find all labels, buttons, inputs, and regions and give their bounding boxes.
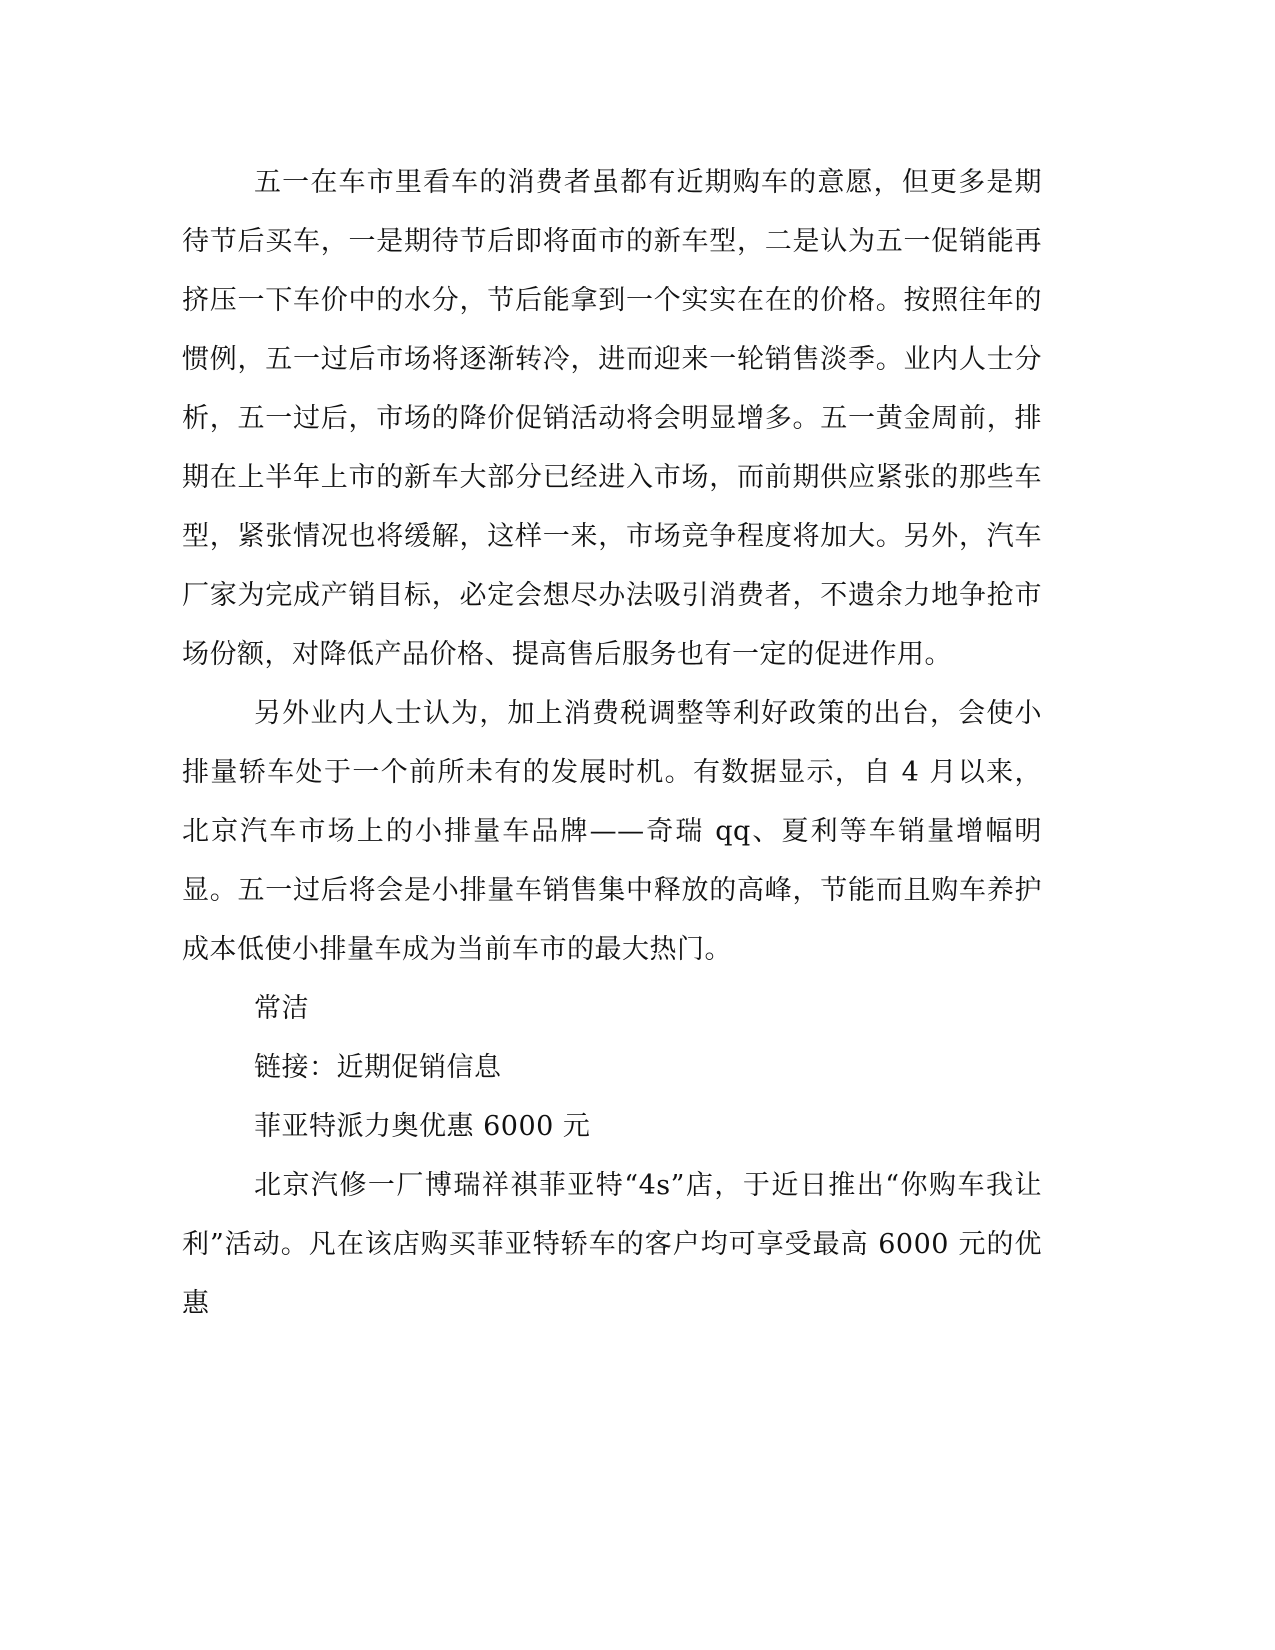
author-name: 常洁 — [254, 993, 309, 1024]
article-body — [182, 153, 1042, 1333]
paragraph-market-outlook: 五一在车市里看车的消费者虽都有近期购车的意愿，但更多是期待节后买车，一是期待节后即将面市的新车型，二是认为五一促销能再挤压一下车价中的水分，节后能拿到一个实实在在的价格。按照往年的惯例，五一过后市场将逐渐转冷，进而迎来一轮销售淡季。业内人士分析，五一过后，市场的降价促销活动将会明显增多。五一黄金周前，排期在上半年上市的新车大部分已经进入市场，而前期供应紧张的那些车型，紧张情况也将缓解，这样一来，市场竞争程度将加大。另外，汽车厂家为完成产销目标，必定会想尽办法吸引消费者，不遗余力地争抢市场份额，对降低产品价格、提高售后服务也有一定的促进作用。 — [182, 167, 1042, 670]
paragraph-small-car-trend: 另外业内人士认为，加上消费税调整等利好政策的出台，会使小排量轿车处于一个前所未有的发展时机。有数据显示，自 4 月以来，北京汽车市场上的小排量车品牌——奇瑞 qq、夏利等车销量增幅明显。五一过后将会是小排量车销售集中释放的高峰，节能而且购车养护成本低使小排量车成为当前车市的最大热门。 — [182, 698, 1042, 965]
paragraph-promo-detail: 北京汽修一厂博瑞祥祺菲亚特“4s”店，于近日推出“你购车我让利”活动。凡在该店购买菲亚特轿车的客户均可享受最高 6000 元的优惠 — [182, 1170, 1042, 1319]
section-link-heading: 链接：近期促销信息 — [254, 1052, 502, 1083]
promo-title: 菲亚特派力奥优惠 6000 元 — [254, 1111, 591, 1142]
